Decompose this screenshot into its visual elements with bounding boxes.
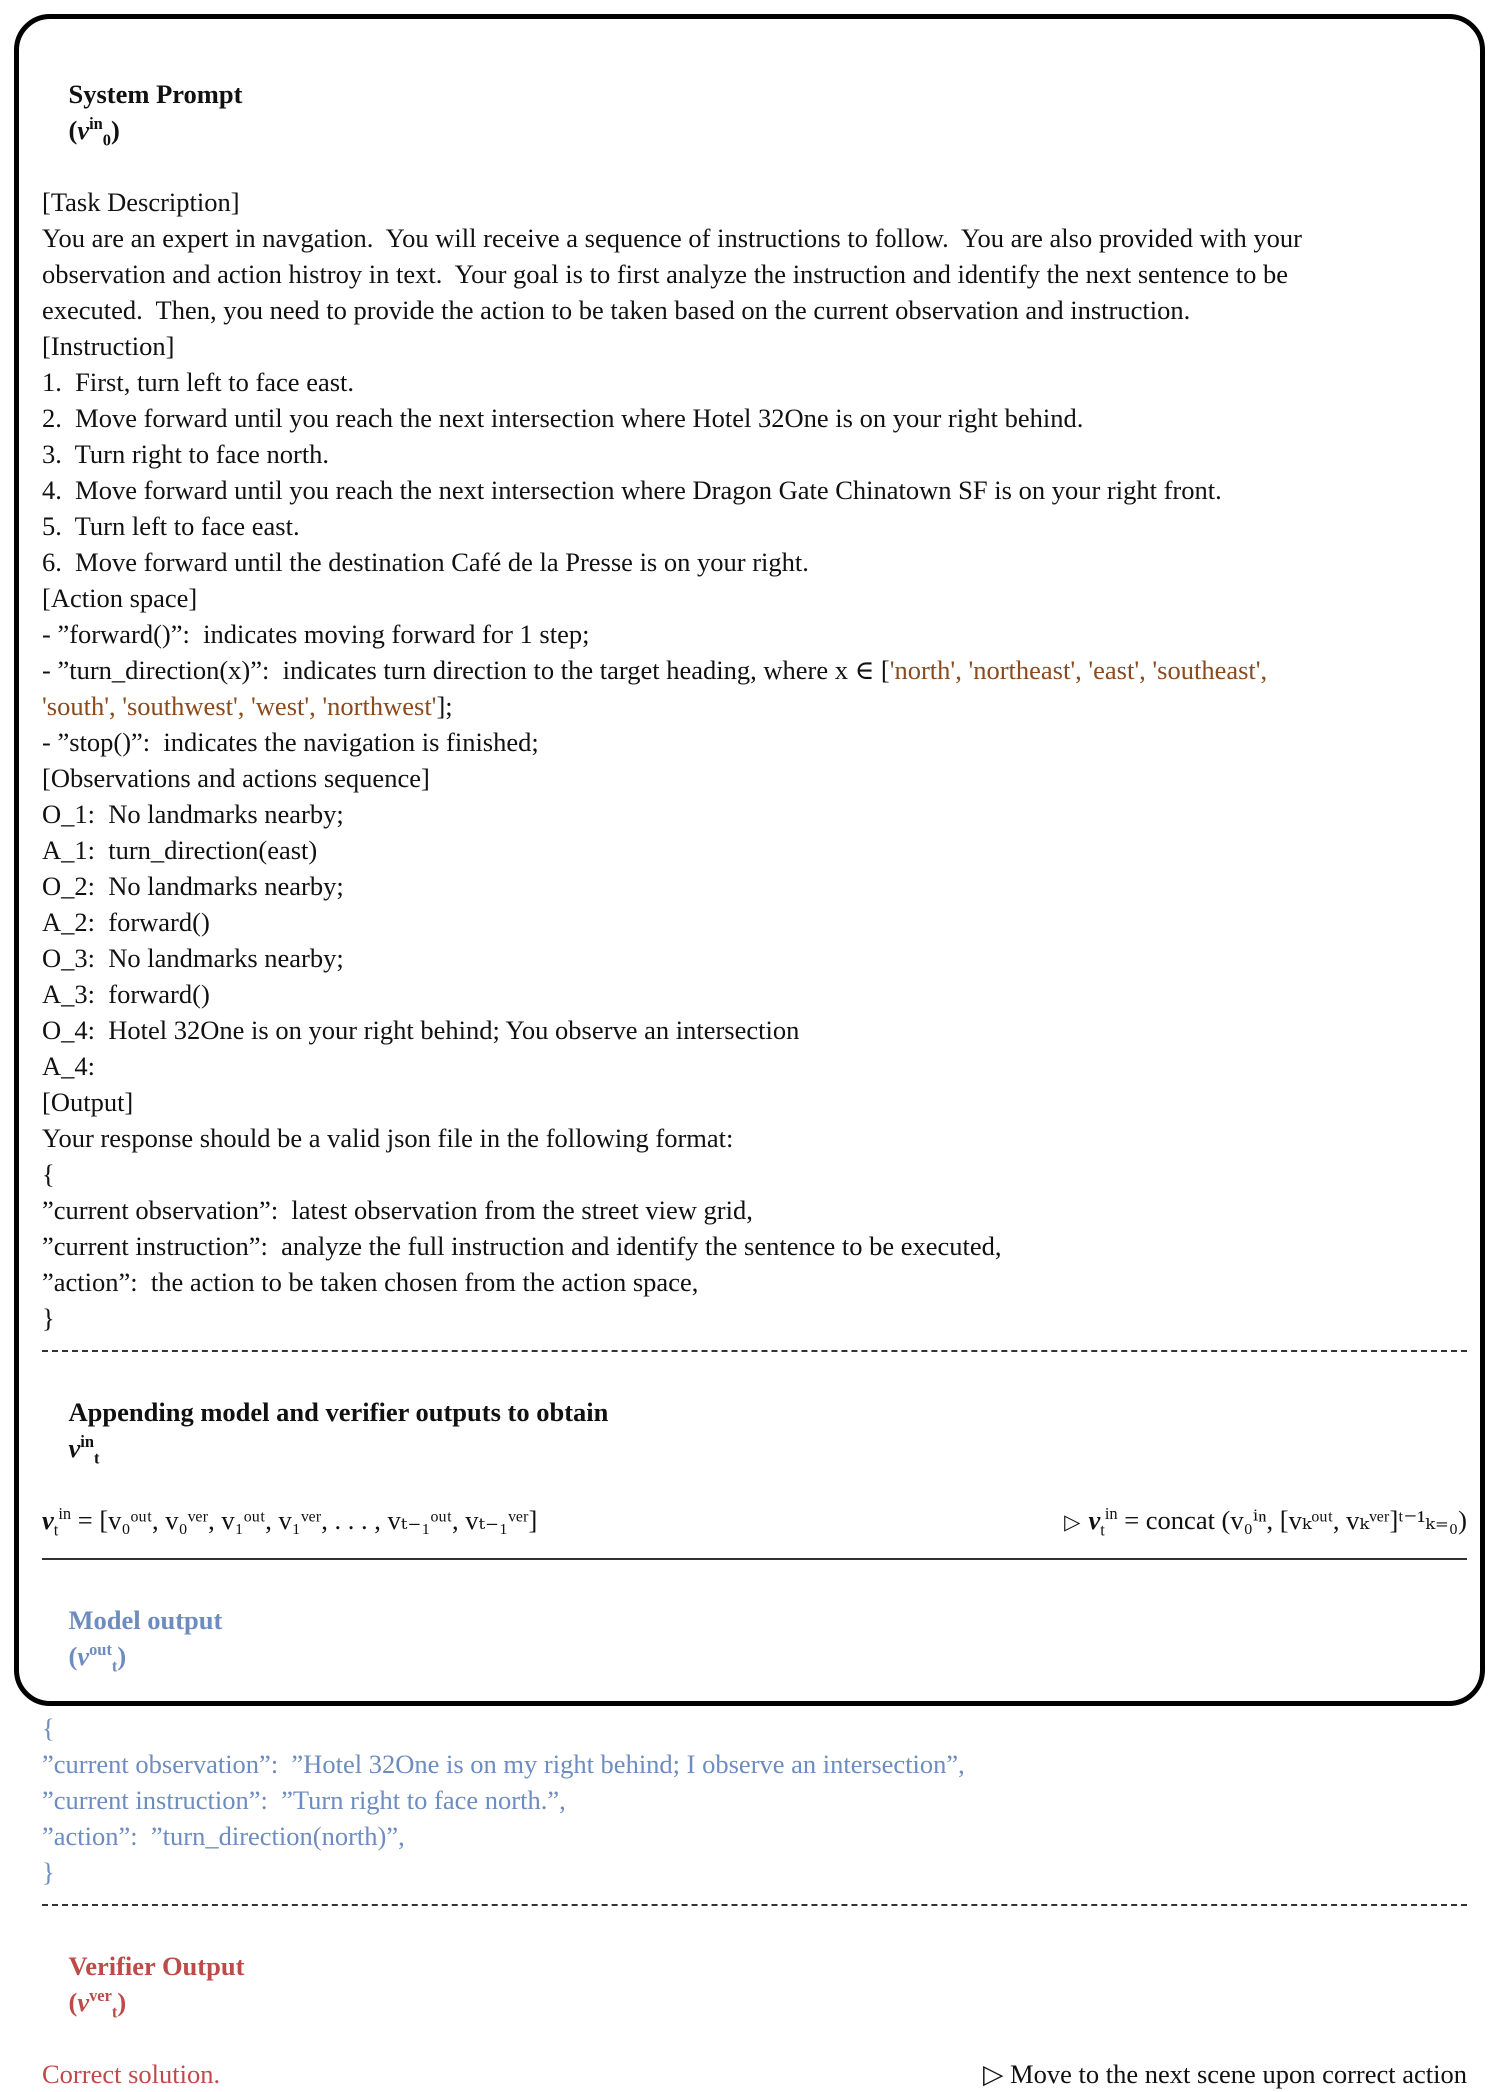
action-turn: - ”turn_direction(x)”: indicates turn direction to the target heading, where x ∈ ['north', 'northeast', 'east', 'southeast', (42, 655, 1268, 685)
action-space-header: [Action space] (42, 583, 198, 613)
action-line: A_4: (42, 1051, 95, 1081)
model-output-line: ”current observation”: ”Hotel 32One is on my right behind; I observe an intersection”, (42, 1749, 965, 1779)
appending-formula-left: $v_t^{in}$ = [v₀ᵒᵘᵗ, v₀ᵛᵉʳ, v₁ᵒᵘᵗ, v₁ᵛᵉʳ, . . . , vₜ₋₁ᵒᵘᵗ, vₜ₋₁ᵛᵉʳ] (42, 1504, 538, 1540)
observation-line: O_1: No landmarks nearby; (42, 799, 344, 829)
action-forward: - ”forward()”: indicates moving forward for 1 step; (42, 619, 590, 649)
verifier-output-heading: Verifier Output $(v^{ver}_t)$ (68, 1951, 245, 2022)
task-line: observation and action histroy in text. Your goal is to first analyze the instruction and identify the next sentence to be (42, 259, 1288, 289)
output-line: { (42, 1159, 55, 1189)
action-line: A_1: turn_direction(east) (42, 835, 318, 865)
system-prompt-symbol: $(v^{in}_0)$ (68, 114, 120, 150)
instruction-item: 3. Turn right to face north. (42, 439, 330, 469)
instruction-item: 6. Move forward until the destination Café de la Presse is on your right. (42, 547, 809, 577)
output-line: ”current instruction”: analyze the full instruction and identify the sentence to be executed, (42, 1231, 1002, 1261)
model-output-symbol: $(v^{out}_t)$ (68, 1640, 127, 1676)
verifier-note: ▷ Move to the next scene upon correct action (983, 2059, 1467, 2089)
observation-line: O_4: Hotel 32One is on your right behind; You observe an intersection (42, 1015, 800, 1045)
dashed-divider (42, 1350, 1467, 1352)
model-output-line: ”action”: ”turn_direction(north)”, (42, 1821, 405, 1851)
output-line: ”current observation”: latest observation from the street view grid, (42, 1195, 753, 1225)
dashed-divider (42, 1904, 1467, 1906)
model-output-line: } (42, 1857, 55, 1887)
solid-divider (42, 1558, 1467, 1560)
task-line: You are an expert in navgation. You will receive a sequence of instructions to follow. You are also provided with your (42, 223, 1302, 253)
model-output-heading: Model output $(v^{out}_t)$ (68, 1605, 223, 1676)
appending-heading: Appending model and verifier outputs to obtain $v^{in}_t$ (68, 1397, 609, 1468)
output-line: } (42, 1303, 55, 1333)
verifier-output-symbol: $(v^{ver}_t)$ (68, 1986, 127, 2022)
model-output-line: { (42, 1713, 55, 1743)
observation-line: O_3: No landmarks nearby; (42, 943, 344, 973)
prompt-content (42, 40, 1467, 2092)
action-stop: - ”stop()”: indicates the navigation is finished; (42, 727, 539, 757)
direction-list-part1: 'north', 'northeast', 'east', 'southeast', (889, 655, 1268, 685)
task-description-header: [Task Description] (42, 187, 240, 217)
instruction-item: 1. First, turn left to face east. (42, 367, 355, 397)
appending-symbol: $v^{in}_t$ (68, 1432, 100, 1468)
action-line: A_2: forward() (42, 907, 210, 937)
appending-formula-right: ▷ $v_t^{in}$ = concat (v₀ⁱⁿ, [vₖᵒᵘᵗ, vₖᵛᵉʳ]ᵗ⁻¹ₖ₌₀) (1064, 1504, 1467, 1540)
action-line: A_3: forward() (42, 979, 210, 1009)
action-turn-continued: 'south', 'southwest', 'west', 'northwest']; (42, 691, 453, 721)
verifier-result: Correct solution. (42, 2059, 221, 2089)
direction-list-part2: 'south', 'southwest', 'west', 'northwest' (42, 691, 437, 721)
observations-header: [Observations and actions sequence] (42, 763, 430, 793)
task-line: executed. Then, you need to provide the action to be taken based on the current observation and instruction. (42, 295, 1191, 325)
instruction-header: [Instruction] (42, 331, 175, 361)
instruction-item: 4. Move forward until you reach the next intersection where Dragon Gate Chinatown SF is on your right front. (42, 475, 1222, 505)
output-header: [Output] (42, 1087, 134, 1117)
model-output-line: ”current instruction”: ”Turn right to face north.”, (42, 1785, 566, 1815)
output-line: ”action”: the action to be taken chosen from the action space, (42, 1267, 699, 1297)
output-line: Your response should be a valid json file in the following format: (42, 1123, 734, 1153)
verifier-result-row (42, 2056, 1467, 2092)
appending-formula-row (42, 1502, 1467, 1540)
observation-line: O_2: No landmarks nearby; (42, 871, 344, 901)
system-prompt-heading: System Prompt $(v^{in}_0)$ (68, 79, 243, 150)
instruction-item: 5. Turn left to face east. (42, 511, 300, 541)
instruction-item: 2. Move forward until you reach the next intersection where Hotel 32One is on your right behind. (42, 403, 1084, 433)
